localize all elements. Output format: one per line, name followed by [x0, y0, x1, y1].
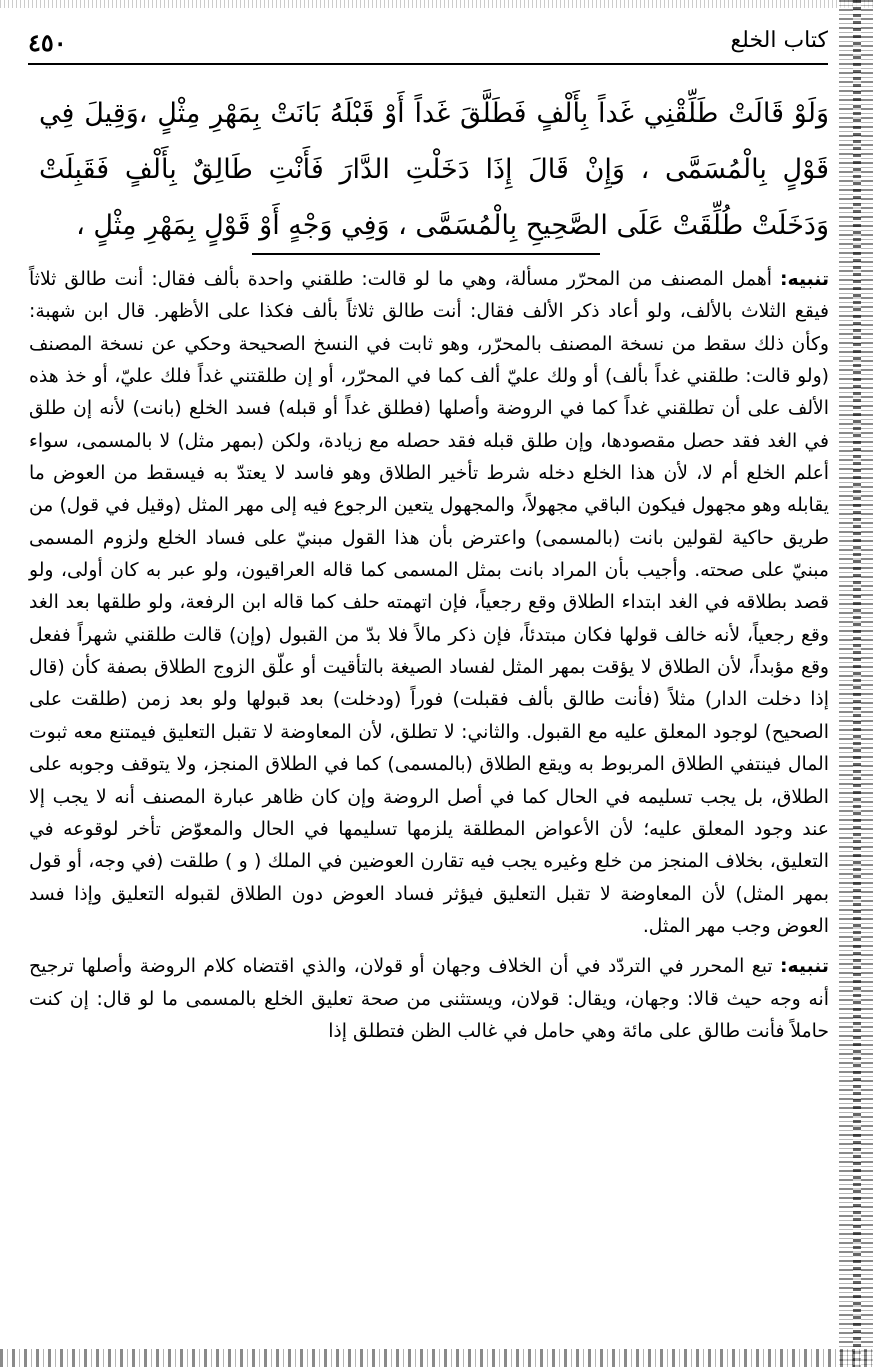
- commentary-text-1: أهمل المصنف من المحرّر مسألة، وهي ما لو قالت: طلقني واحدة بألف فقال: أنت طالق ثلاثاً فيقع الثلاث بالألف، ولو أعاد ذكر الألف فقال: أنت طالق ثلاثاً بألف فكذا على الأظهر. قال ابن شهبة: وكأن ذلك سقط من نسخة المصنف بالمحرّر، وهو ثابت في النسخ الصحيحة وحكي عن نسخة المصنف (ولو قالت: طلقني غداً بألف) أو ولك عليّ ألف كما في المحرّر، أو إن طلقتني غداً فلك عليّ، أو خذ هذه الألف على أن تطلقني غداً كما في الروضة وأصلها (فطلق غداً أو قبله) فسد الخلع (بانت) لأنه إن طلق في الغد فقد حصل مقصودها، وإن طلق قبله فقد حصله مع زيادة، ولكن (بمهر مثل) لا بالمسمى، سواء أعلم الخلع أم لا، لأن هذا الخلع دخله شرط تأخير الطلاق وهو فاسد لا يعتدّ به فيسقط من العوض ما يقابله وهو مجهول فيكون الباقي مجهولاً، والمجهول يتعين الرجوع فيه إلى مهر المثل (وقيل في قول) من طريق حاكية لقولين بانت (بالمسمى) واعترض بأن هذا القول مبنيّ على فساد الخلع ولزوم المسمى مبنيّ على صحته. وأجيب بأن المراد بانت بمثل المسمى كما قاله العراقيون، ولو عبر به كان أولى، ولو قصد بطلاقه في الغد ابتداء الطلاق وقع رجعياً، فإن اتهمته حلف كما قاله ابن الرفعة، ولو طلقها بعد الغد وقع رجعياً، لأنه خالف قولها فكان مبتدئاً، فإن ذكر مالاً فلا بدّ من القبول (وإن) قالت طلقني شهراً ففعل وقع مؤبداً، لأن الطلاق لا يؤقت بمهر المثل لفساد الصيغة بالتأقيت أو علّق الزوج الطلاق بصفة كأن (قال إذا دخلت الدار) مثلاً (فأنت طالق بألف فقبلت) فوراً (ودخلت) بعد قبولها ولو بعد زمن (طلقت على الصحيح) لوجود المعلق عليه مع القبول. والثاني: لا تطلق، لأن المعاوضة لا تقبل التعليق فيمتنع معه ثبوت المال فينتفي الطلاق المربوط به ويقع الطلاق (بالمسمى) كما في الطلاق المنجز، ولا يتوقف وجوبه على الطلاق، بل يجب تسليمه في الحال كما في أصل الروضة وإن كان ظاهر عبارة المصنف أنه لا يجب إلا عند وجود المعلق عليه؛ لأن الأعواض المطلقة يلزمها تسليمها في الحال والمعوّض تأخر لوقوعه في التعليق، بخلاف المنجز من خلع وغيره يجب فيه تقارن العوضين في الملك ( و ) طلقت (في وجه، أو قول بمهر المثل) لأن المعاوضة لا تقبل التعليق فيؤثر فساد العوض دون الطلاق لقبوله التعليق وإذا فسد العوض وجب مهر المثل.: [29, 269, 829, 937]
- header-rule: [28, 63, 828, 65]
- commentary-paragraph-1: [29, 264, 829, 943]
- top-border-ornament: [0, 0, 873, 8]
- main-text: [39, 86, 829, 254]
- page-number: ٤٥٠: [28, 28, 67, 57]
- note-label: تنبيه:: [780, 269, 829, 290]
- main-text-paragraph: وَلَوْ قَالَتْ طَلِّقْنِي غَداً بِأَلْفٍ فَطَلَّقَ غَداً أَوْ قَبْلَهُ بَانَتْ بِمَهْرِ مِثْلٍ ،وَقِيلَ فِي قَوْلٍ بِالْمُسَمَّى ، وَإِنْ قَالَ إِذَا دَخَلْتِ الدَّارَ فَأَنْتِ طَالِقٌ بِأَلْفٍ فَقَبِلَتْ وَدَخَلَتْ طُلِّقَتْ عَلَى الصَّحِيحِ بِالْمُسَمَّى ، وَفِي وَجْهٍ أَوْ قَوْلٍ بِمَهْرِ مِثْلٍ ،: [39, 98, 829, 241]
- bottom-border-ornament: [0, 1349, 873, 1367]
- commentary-text-2: تبع المحرر في التردّد في أن الخلاف وجهان أو قولان، والذي اقتضاه كلام الروضة وأصلها ترجيح أنه وجه حيث قالا: وجهان، ويقال: قولان، ويستثنى من صحة تعليق الخلع بالمسمى ما لو قال: إن كنت حاملاً فأنت طالق على مائة وهي حامل في غالب الظن فتطلق إذا: [29, 956, 829, 1042]
- commentary-paragraph-2: [29, 951, 829, 1048]
- separator-rule: [252, 253, 600, 255]
- page-header: [28, 22, 828, 64]
- commentary: [29, 264, 829, 1048]
- right-border-chain: [853, 0, 861, 1367]
- note-label: تنبيه:: [780, 956, 829, 978]
- chapter-title: كتاب الخلع: [730, 28, 828, 53]
